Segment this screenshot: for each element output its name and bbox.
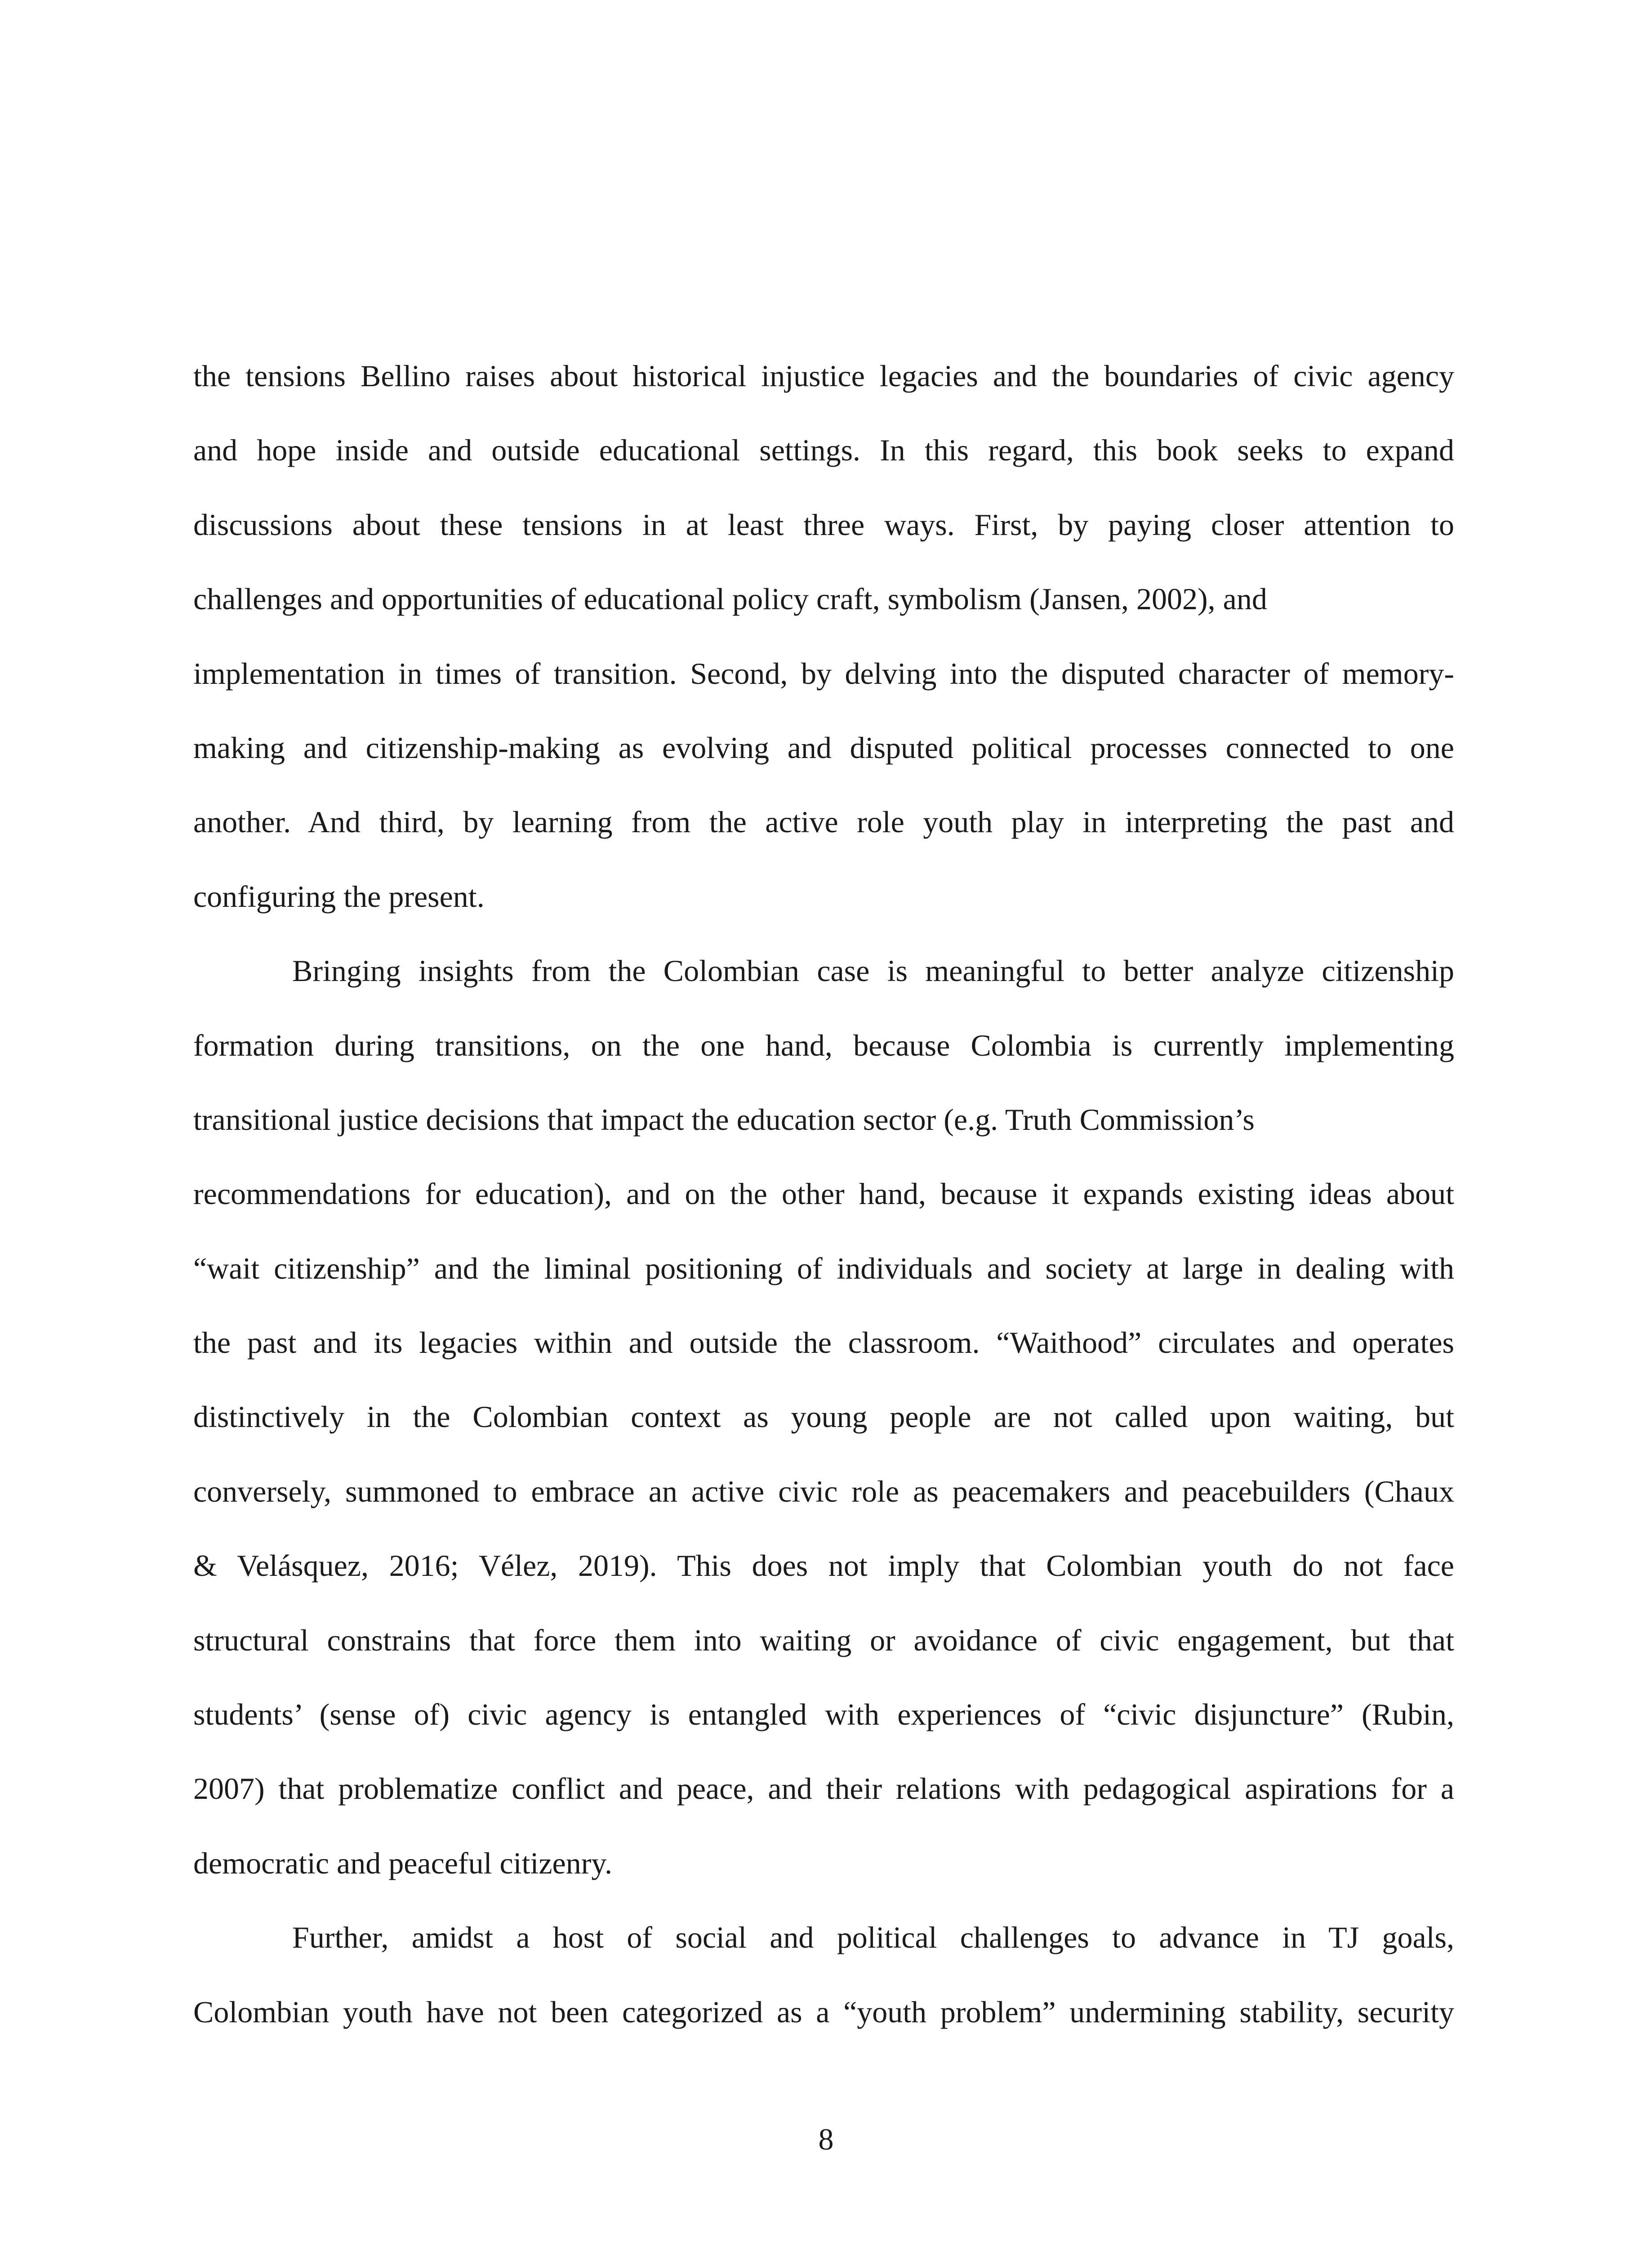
text-line: the past and its legacies within and outside the classroom. “Waithood” circulates and operates	[193, 1325, 1454, 1360]
text-line: another. And third, by learning from the active role youth play in interpreting the past and	[193, 805, 1454, 839]
text-line: discussions about these tensions in at least three ways. First, by paying closer attention to	[193, 507, 1454, 542]
text-line: Colombian youth have not been categorized as a “youth problem” undermining stability, security	[193, 1994, 1454, 2029]
text-line: distinctively in the Colombian context as young people are not called upon waiting, but	[193, 1400, 1454, 1434]
text-line: & Velásquez, 2016; Vélez, 2019). This does not imply that Colombian youth do not face	[193, 1548, 1454, 1583]
text-line: Further, amidst a host of social and political challenges to advance in TJ goals,	[292, 1920, 1454, 1955]
body-text	[193, 361, 1454, 2071]
text-line: challenges and opportunities of educational policy craft, symbolism (Jansen, 2002), and	[193, 582, 1267, 616]
text-line: and hope inside and outside educational settings. In this regard, this book seeks to expand	[193, 433, 1454, 468]
text-line: Bringing insights from the Colombian case is meaningful to better analyze citizenship	[292, 954, 1454, 988]
page-number: 8	[818, 2122, 834, 2156]
text-line: democratic and peaceful citizenry.	[193, 1846, 612, 1880]
text-line: transitional justice decisions that impact the education sector (e.g. Truth Commission’s	[193, 1102, 1255, 1137]
text-line: configuring the present.	[193, 879, 485, 914]
text-line: recommendations for education), and on the other hand, because it expands existing ideas about	[193, 1177, 1454, 1211]
text-line: “wait citizenship” and the liminal positioning of individuals and society at large in dealing with	[193, 1251, 1454, 1285]
text-line: structural constrains that force them into waiting or avoidance of civic engagement, but that	[193, 1623, 1454, 1657]
text-line: 2007) that problematize conflict and peace, and their relations with pedagogical aspirations for a	[193, 1771, 1454, 1806]
text-line: the tensions Bellino raises about historical injustice legacies and the boundaries of civic agency	[193, 359, 1454, 393]
text-line: implementation in times of transition. Second, by delving into the disputed character of memory-	[193, 656, 1454, 691]
text-line: making and citizenship-making as evolving and disputed political processes connected to one	[193, 730, 1454, 765]
text-line: formation during transitions, on the one hand, because Colombia is currently implementing	[193, 1028, 1454, 1062]
text-line: students’ (sense of) civic agency is entangled with experiences of “civic disjuncture” (Rubin,	[193, 1697, 1454, 1732]
text-line: conversely, summoned to embrace an active civic role as peacemakers and peacebuilders (Chaux	[193, 1474, 1454, 1508]
